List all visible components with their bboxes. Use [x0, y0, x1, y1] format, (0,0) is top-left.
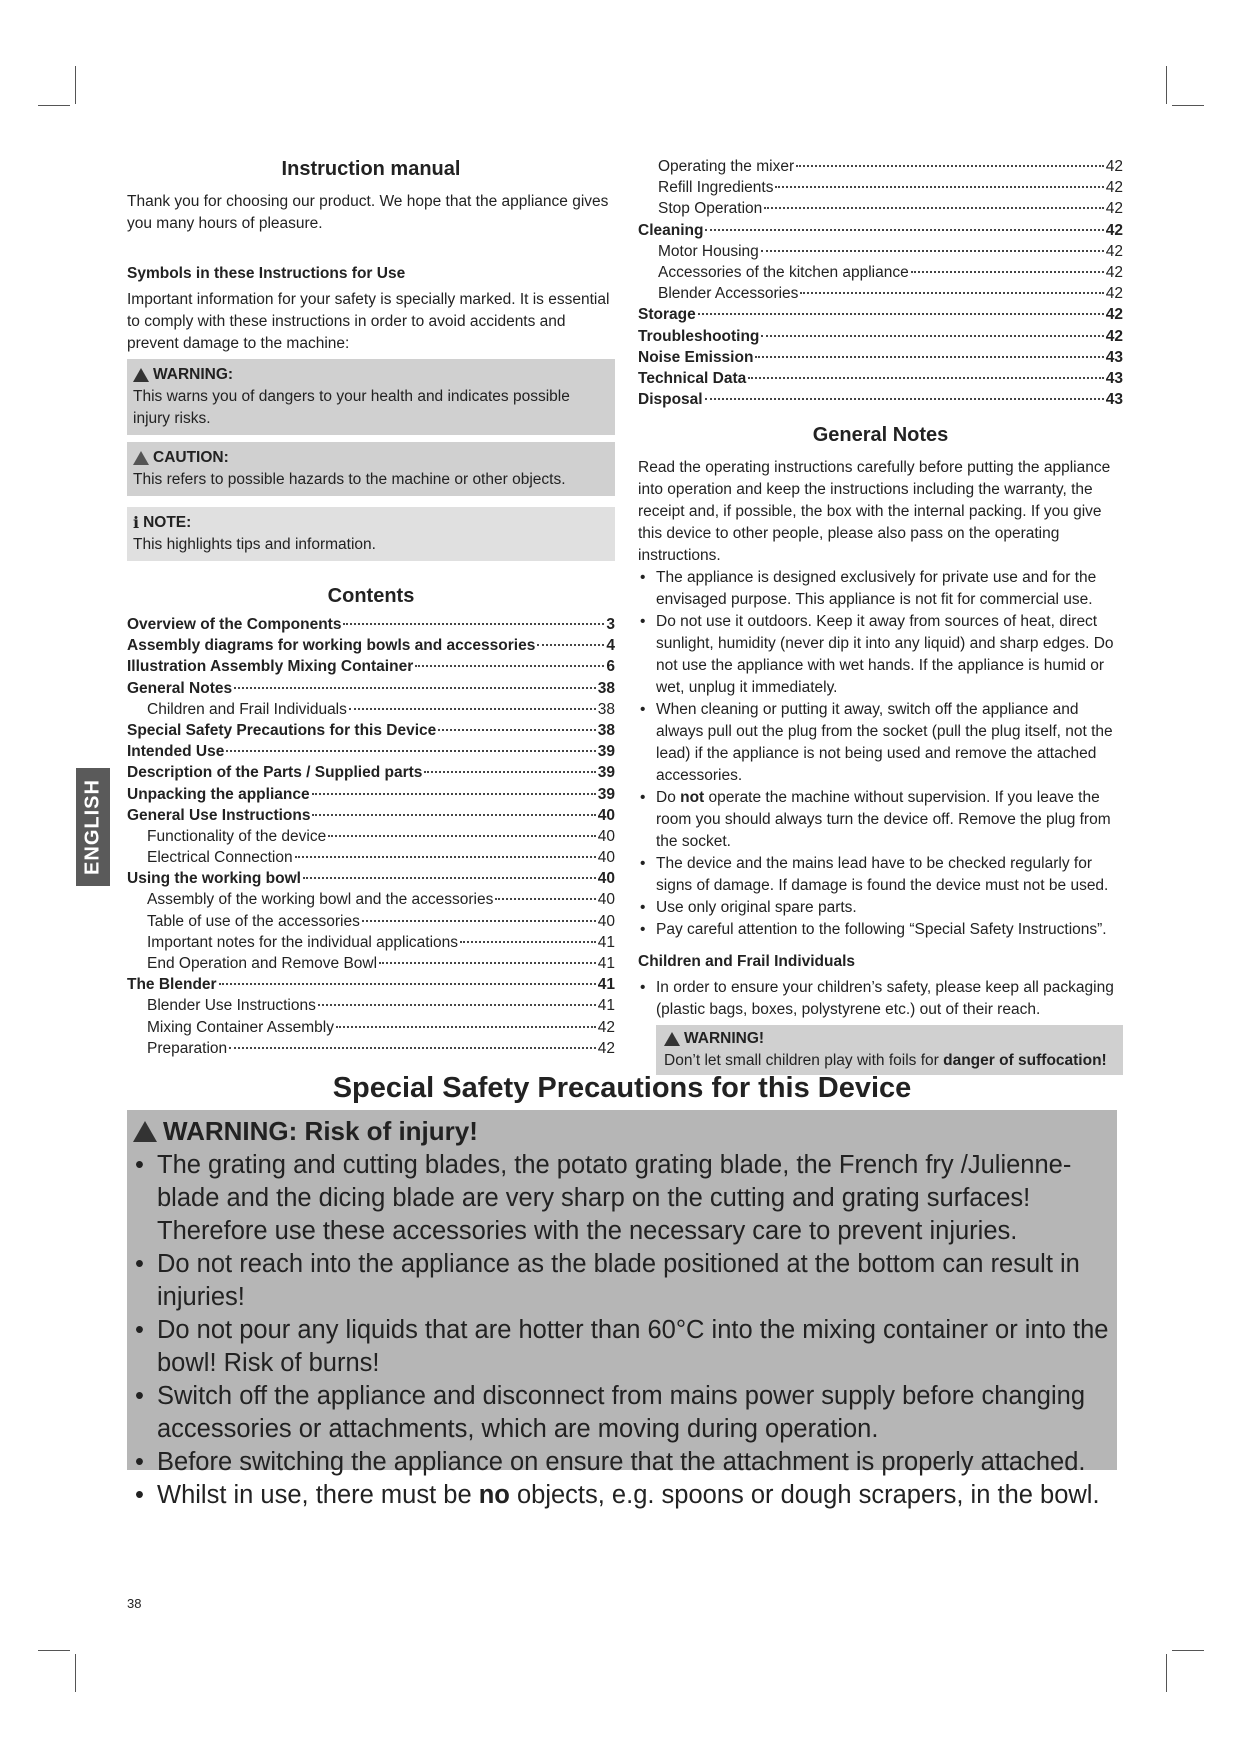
list-item-text: Pay careful attention to the following “Special Safety Instructions”. [656, 921, 1107, 939]
toc-entry-page: 40 [597, 806, 615, 824]
toc-entry-page: 42 [1105, 179, 1123, 197]
list-item-text: The device and the mains lead have to be checked regularly for signs of damage. If damage is found the device must not be used. [656, 855, 1109, 895]
toc-entry [127, 616, 615, 637]
toc-entry [127, 997, 615, 1018]
general-notes-title: General Notes [812, 424, 949, 447]
toc-entry [638, 222, 1123, 243]
warning-icon [133, 1121, 157, 1142]
toc-entry-title: The Blender [127, 976, 217, 994]
toc-leader [800, 292, 1103, 294]
warning-text: This warns you of dangers to your health and indicates possible injury risks. [133, 388, 570, 427]
toc-leader [328, 835, 596, 837]
caution-label: CAUTION: [153, 449, 229, 466]
toc-entry [638, 328, 1123, 349]
toc-leader [764, 207, 1103, 209]
toc-entry-page: 38 [597, 679, 615, 697]
symbols-heading: Symbols in these Instructions for Use [127, 265, 406, 282]
toc-leader [303, 877, 596, 879]
toc-entry-page: 41 [597, 933, 615, 951]
toc-entry [127, 849, 615, 870]
toc-entry [638, 391, 1123, 412]
toc-entry-title: Table of use of the accessories [147, 912, 360, 930]
toc-entry-page: 38 [597, 721, 615, 739]
toc-leader [698, 313, 1104, 315]
children-warning-text-bold: danger of suffocation! [943, 1052, 1107, 1070]
toc-entry-title: Motor Housing [658, 242, 759, 260]
special-warning-label: WARNING: Risk of injury! [163, 1116, 478, 1146]
toc-entry-title: Disposal [638, 391, 703, 409]
toc-entry-page: 43 [1105, 348, 1123, 366]
special-safety-box [127, 1110, 1117, 1509]
toc-entry [638, 370, 1123, 391]
toc-leader [761, 250, 1104, 252]
contents-list-continued [638, 158, 1123, 412]
toc-entry-title: Mixing Container Assembly [147, 1018, 334, 1036]
toc-entry-page: 43 [1105, 391, 1123, 409]
note-label: NOTE: [143, 514, 192, 531]
toc-entry-title: General Notes [127, 679, 233, 697]
toc-entry-page: 40 [597, 870, 615, 888]
toc-entry-page: 40 [597, 891, 615, 909]
toc-leader [229, 1047, 596, 1049]
toc-entry-title: Children and Frail Individuals [147, 700, 347, 718]
toc-entry [127, 1040, 615, 1061]
list-item-text: Do not reach into the appliance as the blade positioned at the bottom can result in injuries! [157, 1250, 1080, 1311]
toc-entry [127, 976, 615, 997]
toc-entry-page: 40 [597, 912, 615, 930]
list-item [638, 853, 1123, 897]
caution-text: This refers to possible hazards to the machine or other objects. [133, 471, 566, 488]
toc-entry [127, 1019, 615, 1040]
language-tab [76, 768, 110, 886]
children-warning-text [664, 1050, 1115, 1072]
toc-entry-page: 42 [597, 1018, 615, 1036]
list-item-emphasis: no [478, 1481, 510, 1509]
special-safety-title: Special Safety Precautions for this Device [332, 1072, 912, 1104]
crop-mark [75, 1654, 76, 1692]
toc-entry-title: Cleaning [638, 221, 704, 239]
toc-entry [127, 955, 615, 976]
list-item-text: The appliance is designed exclusively for private use and for the envisaged purpose. This appliance is not fit for commercial use. [656, 569, 1097, 609]
toc-entry-page: 39 [597, 764, 615, 782]
toc-entry-page: 42 [597, 1039, 615, 1057]
warning-icon [133, 368, 149, 382]
toc-entry [638, 264, 1123, 285]
toc-leader [362, 920, 596, 922]
toc-entry-page: 43 [1105, 369, 1123, 387]
toc-entry-title: Blender Accessories [658, 285, 799, 303]
toc-entry-title: Intended Use [127, 743, 225, 761]
toc-entry-title: Description of the Parts / Supplied parts [127, 764, 423, 782]
toc-leader [705, 229, 1103, 231]
list-item [638, 699, 1123, 787]
toc-entry-page: 41 [597, 997, 615, 1015]
crop-mark [1166, 66, 1167, 104]
toc-entry [638, 285, 1123, 306]
list-item-text-end: operate the machine without supervision. If you leave the room you should always turn the device off. Remove the plug from the socket. [656, 789, 1111, 851]
list-item [133, 1380, 1117, 1446]
toc-entry-title: Important notes for the individual applications [147, 933, 459, 951]
toc-entry-title: General Use Instructions [127, 806, 311, 824]
children-warning-text-pre: Don’t let small children play with foils for [664, 1052, 944, 1070]
list-item-text-end: objects, e.g. spoons or dough scrapers, in the bowl. [509, 1481, 1100, 1509]
children-list [638, 977, 1123, 1021]
toc-entry-title: Assembly of the working bowl and the accessories [147, 891, 494, 909]
toc-entry [638, 243, 1123, 264]
page-number: 38 [127, 1596, 142, 1611]
toc-entry [638, 349, 1123, 370]
crop-mark [1166, 1654, 1167, 1692]
crop-mark [1172, 105, 1204, 106]
list-item-text: Before switching the appliance on ensure that the attachment is properly attached. [157, 1448, 1086, 1476]
toc-entry-page: 40 [597, 827, 615, 845]
toc-leader [911, 271, 1104, 273]
toc-entry [127, 913, 615, 934]
toc-entry-title: Blender Use Instructions [147, 997, 316, 1015]
list-item-text: The grating and cutting blades, the potato grating blade, the French fry /Julienne-blade and the dicing blade are very sharp on the cutting and grating surfaces! Therefore use these accessories with the necessary care to prevent injuries. [157, 1151, 1072, 1245]
toc-entry [638, 306, 1123, 327]
toc-entry-title: Storage [638, 306, 696, 324]
toc-entry-title: Illustration Assembly Mixing Container [127, 658, 414, 676]
instruction-manual-title: Instruction manual [281, 158, 461, 180]
toc-entry-page: 42 [1105, 200, 1123, 218]
toc-entry [127, 701, 615, 722]
list-item-emphasis: not [680, 789, 705, 807]
warning-box [127, 359, 615, 435]
list-item [133, 1446, 1117, 1479]
list-item [638, 567, 1123, 611]
toc-leader [415, 665, 604, 667]
contents-list [127, 616, 615, 1061]
toc-entry [127, 828, 615, 849]
toc-leader [234, 687, 596, 689]
toc-entry [638, 200, 1123, 221]
caution-icon [133, 451, 149, 465]
contents-title: Contents [327, 585, 415, 607]
list-item [638, 897, 1123, 919]
warning-icon [664, 1032, 680, 1046]
toc-leader [424, 771, 595, 773]
toc-entry [127, 722, 615, 743]
toc-leader [318, 1004, 596, 1006]
toc-entry-title: Operating the mixer [658, 158, 795, 175]
caution-box [127, 442, 615, 496]
toc-leader [379, 962, 596, 964]
crop-mark [38, 105, 70, 106]
intro-text: Thank you for choosing our product. We hope that the appliance gives you many hours of pleasure. [127, 193, 609, 232]
toc-entry [127, 891, 615, 912]
general-notes-list [638, 567, 1123, 941]
general-notes-intro: Read the operating instructions carefully before putting the appliance into operation and keep the instructions including the warranty, the receipt and, if possible, the box with the internal packing. If you give this device to other people, please also pass on the operating instructions. [638, 459, 1111, 565]
list-item [133, 1248, 1117, 1314]
toc-entry-title: Technical Data [638, 369, 747, 387]
list-item [638, 919, 1123, 941]
toc-leader [537, 644, 604, 646]
special-safety-list [133, 1149, 1117, 1512]
info-icon: i [133, 513, 140, 532]
toc-entry [127, 764, 615, 785]
list-item-text: When cleaning or putting it away, switch off the appliance and always pull out the plug from the socket (pull the plug itself, not the lead) if the appliance is not being used and remove the attached accessories. [656, 701, 1113, 785]
list-item [638, 787, 1123, 853]
right-column [638, 158, 1123, 1075]
toc-leader [343, 623, 604, 625]
toc-entry-page: 3 [606, 616, 615, 633]
toc-entry-title: Using the working bowl [127, 870, 301, 888]
toc-entry [127, 637, 615, 658]
toc-entry-title: Assembly diagrams for working bowls and accessories [127, 637, 536, 655]
toc-entry-page: 42 [1105, 221, 1123, 239]
toc-leader [226, 750, 595, 752]
toc-entry [127, 680, 615, 701]
toc-entry [127, 786, 615, 807]
crop-mark [1172, 1650, 1204, 1651]
toc-entry-title: Preparation [147, 1039, 228, 1057]
list-item-text: Do not use it outdoors. Keep it away from sources of heat, direct sunlight, humidity (never dip it into any liquid) and sharp edges. Do not use the appliance with wet hands. If the appliance is humid or wet, unplug it immediately. [656, 613, 1114, 697]
toc-entry-page: 42 [1105, 327, 1123, 345]
toc-leader [219, 983, 596, 985]
toc-entry-page: 42 [1105, 285, 1123, 303]
toc-entry-title: Functionality of the device [147, 827, 327, 845]
toc-leader [438, 729, 595, 731]
toc-entry-title: Electrical Connection [147, 849, 293, 867]
toc-leader [775, 186, 1103, 188]
toc-entry-page: 38 [597, 700, 615, 718]
toc-entry-page: 42 [1105, 306, 1123, 324]
toc-entry-page: 6 [606, 658, 615, 676]
toc-entry-page: 41 [597, 976, 615, 994]
toc-entry-title: End Operation and Remove Bowl [147, 955, 378, 972]
list-item: • In order to ensure your children’s safety, please keep all packaging (plastic bags, boxes, polystyrene etc.) out of their reach. [638, 977, 1123, 1021]
toc-entry-title: Noise Emission [638, 348, 754, 366]
children-warning-box [656, 1025, 1123, 1075]
list-item-text: Do [656, 789, 681, 807]
toc-leader [495, 898, 595, 900]
toc-entry-page: 40 [597, 849, 615, 867]
children-warning-label: WARNING! [684, 1030, 765, 1048]
toc-entry [127, 807, 615, 828]
language-tab-label: ENGLISH [81, 779, 104, 875]
toc-entry-page: 39 [597, 743, 615, 761]
toc-entry-page: 39 [597, 785, 615, 803]
toc-entry-title: Troubleshooting [638, 327, 760, 345]
toc-entry-title: Overview of the Components [127, 616, 342, 633]
toc-entry-title: Special Safety Precautions for this Device [127, 721, 437, 739]
toc-entry [127, 658, 615, 679]
toc-entry [127, 743, 615, 764]
toc-entry-title: Accessories of the kitchen appliance [658, 263, 909, 281]
list-item [133, 1479, 1117, 1512]
list-item-text: Whilst in use, there must be [157, 1481, 479, 1509]
warning-label: WARNING: [153, 366, 234, 383]
list-item-text: Switch off the appliance and disconnect from mains power supply before changing accessories or attachments, which are moving during operation. [157, 1382, 1085, 1443]
toc-leader [295, 856, 596, 858]
toc-entry [127, 934, 615, 955]
toc-leader [336, 1026, 596, 1028]
toc-leader [312, 814, 595, 816]
crop-mark [75, 66, 76, 104]
toc-leader [761, 335, 1103, 337]
crop-mark [38, 1650, 70, 1651]
toc-leader [755, 356, 1103, 358]
toc-entry-page: 4 [606, 637, 615, 655]
toc-leader [796, 165, 1104, 167]
toc-entry-page: 42 [1105, 242, 1123, 260]
toc-leader [705, 398, 1104, 400]
toc-entry-title: Unpacking the appliance [127, 785, 310, 803]
toc-leader [748, 377, 1103, 379]
toc-leader [312, 793, 596, 795]
toc-leader [460, 941, 596, 943]
toc-entry-page: 42 [1105, 263, 1123, 281]
toc-leader [349, 708, 596, 710]
toc-entry-title: Stop Operation [658, 200, 763, 218]
note-box [127, 507, 615, 561]
list-item-text: Do not pour any liquids that are hotter than 60°C into the mixing container or into the bowl! Risk of burns! [157, 1316, 1109, 1377]
note-text: This highlights tips and information. [133, 536, 376, 553]
toc-entry-page: 42 [1105, 158, 1123, 175]
toc-entry-title: Refill Ingredients [658, 179, 774, 197]
list-item [133, 1149, 1117, 1248]
children-heading: Children and Frail Individuals [638, 953, 856, 971]
list-item-text: Use only original spare parts. [656, 899, 857, 917]
left-column [127, 158, 615, 1061]
toc-entry [638, 179, 1123, 200]
list-item [133, 1314, 1117, 1380]
toc-entry-page: 41 [597, 955, 615, 972]
toc-entry [127, 870, 615, 891]
toc-entry [638, 158, 1123, 179]
list-item [638, 611, 1123, 699]
symbols-text: Important information for your safety is specially marked. It is essential to comply with these instructions in order to avoid accidents and prevent damage to the machine: [127, 291, 610, 352]
